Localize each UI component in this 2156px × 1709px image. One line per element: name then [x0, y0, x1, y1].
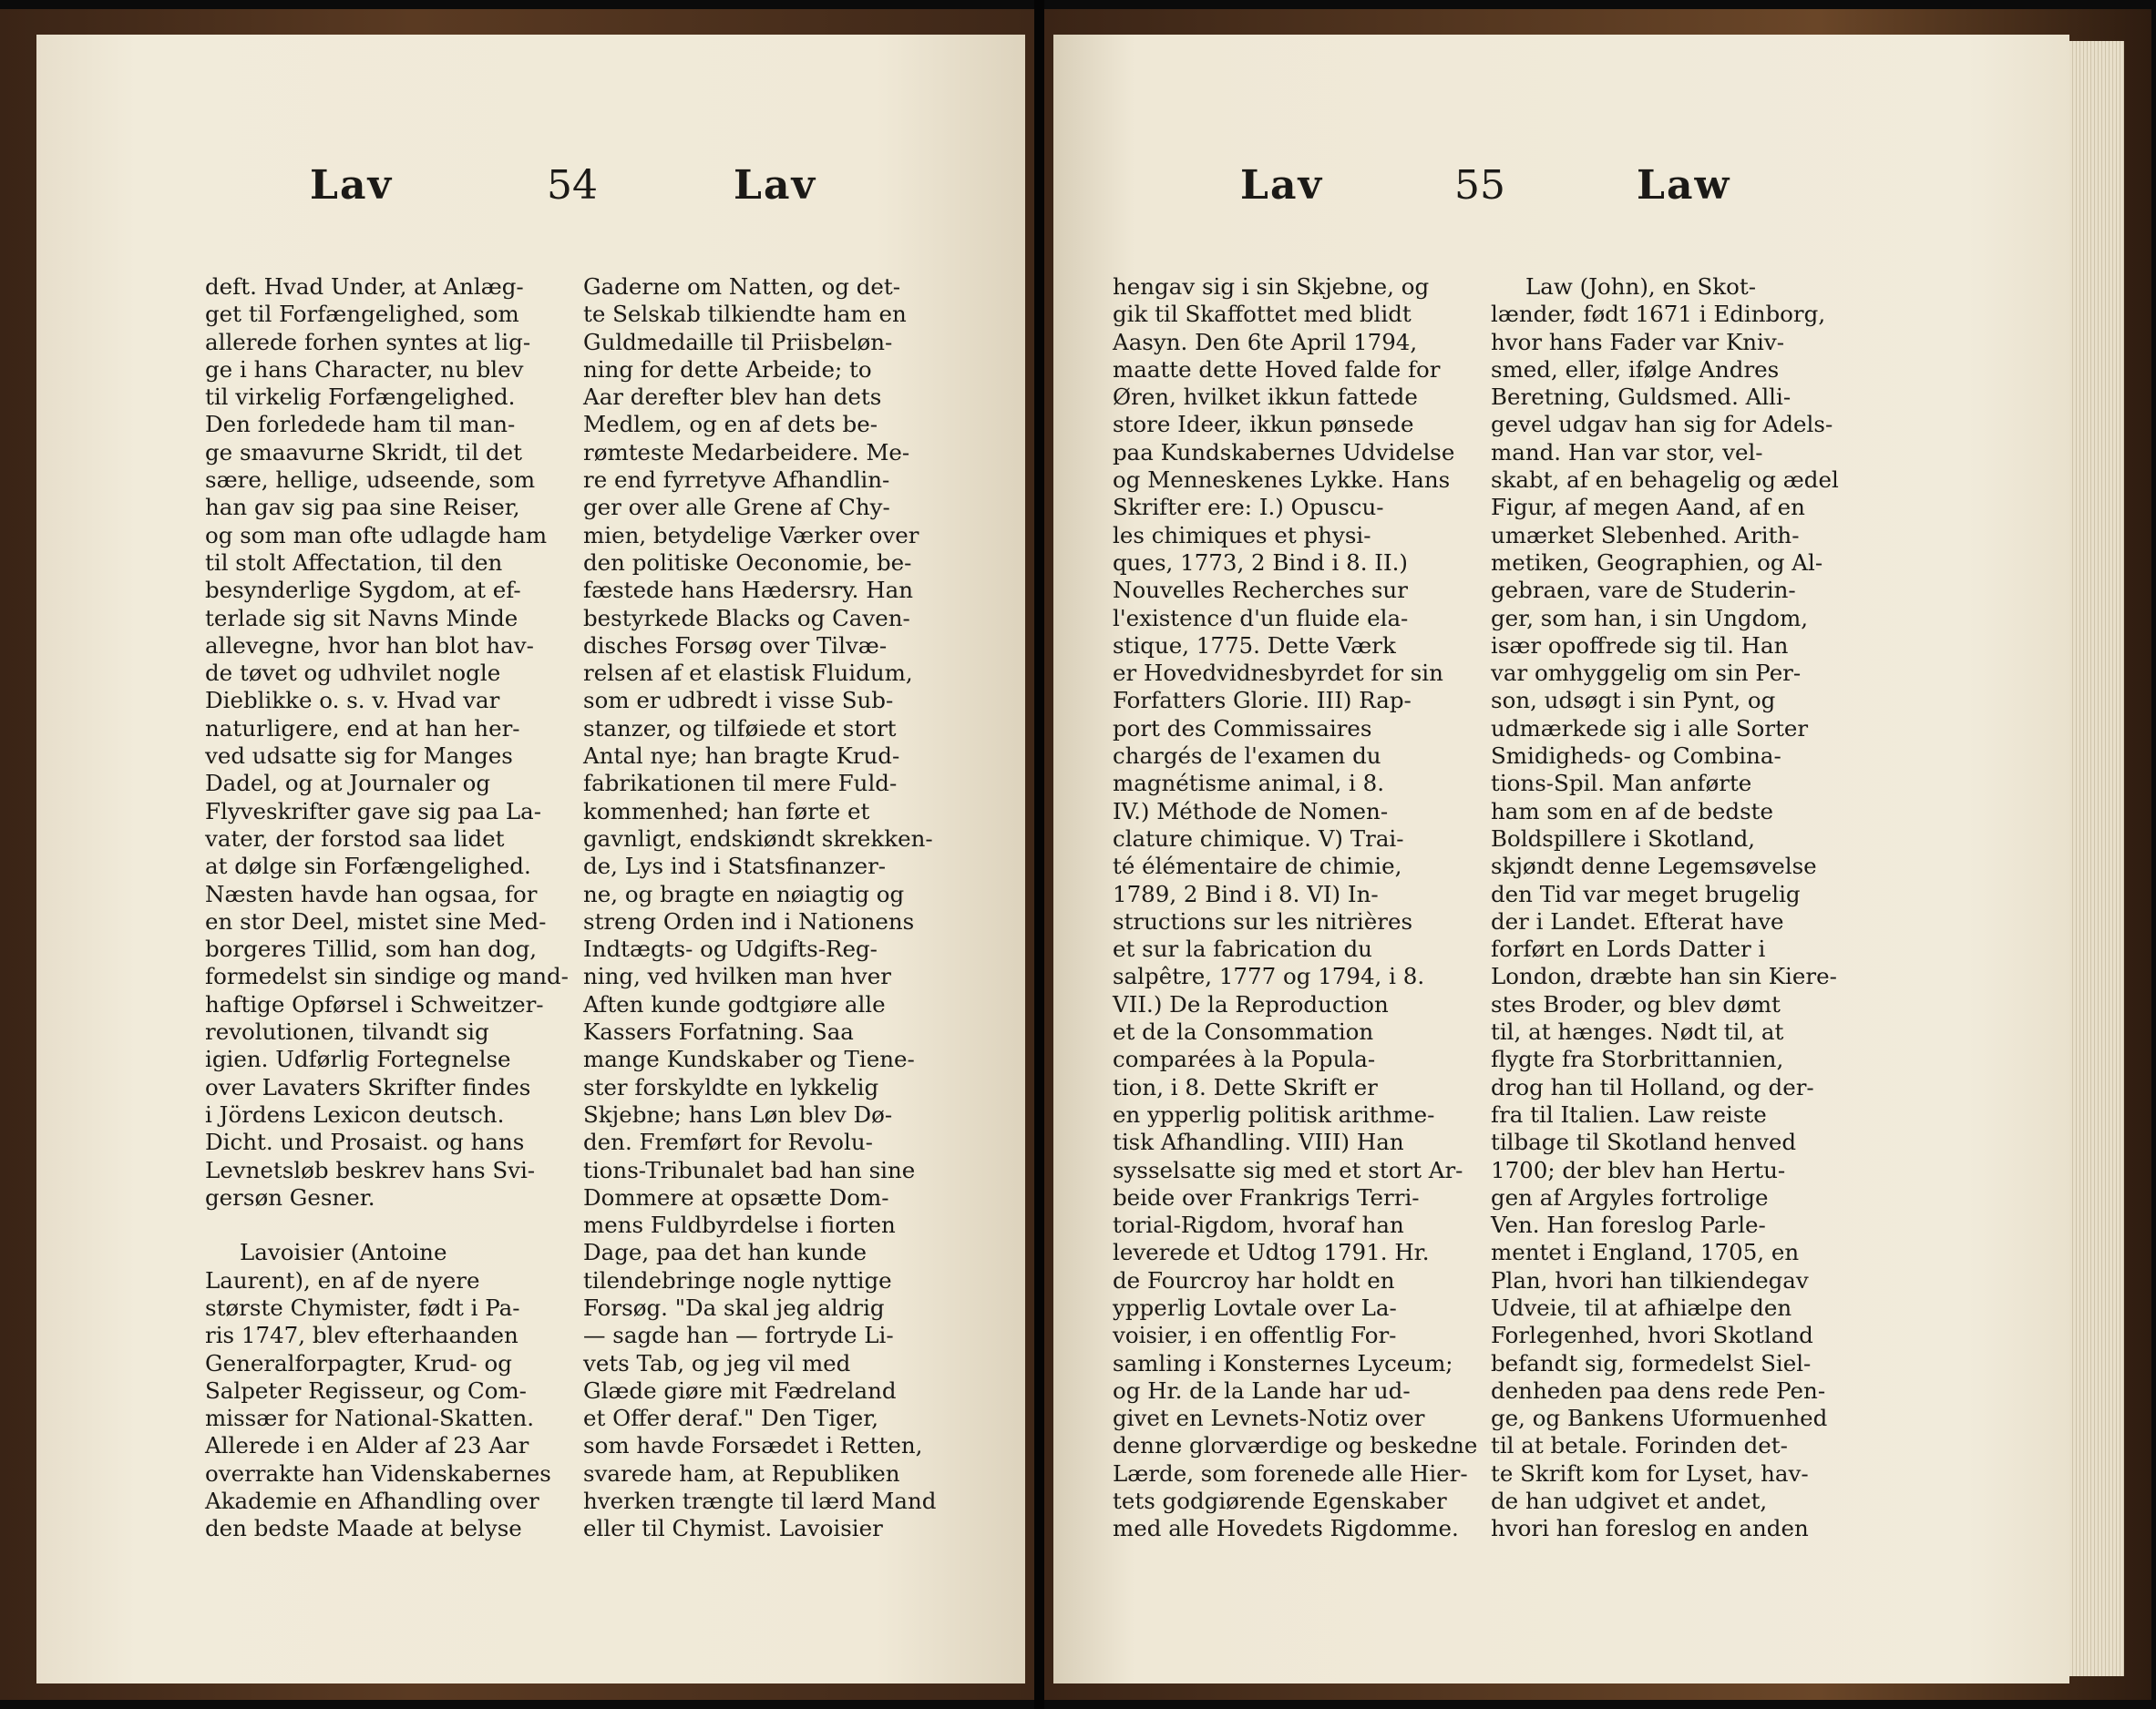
text-line: te Skrift kom for Lyset, hav- — [1491, 1459, 1809, 1487]
text-line: comparées à la Popula- — [1113, 1046, 1376, 1073]
text-line: Flyveskrifter gave sig paa La- — [205, 797, 542, 824]
text-line: han gav sig paa sine Reiser, — [205, 494, 520, 521]
text-line: overrakte han Videnskabernes — [205, 1459, 551, 1487]
text-line: udmærkede sig i alle Sorter — [1491, 714, 1809, 742]
text-line: ger over alle Grene af Chy- — [583, 494, 890, 521]
text-line: Salpeter Regisseur, og Com- — [205, 1376, 527, 1404]
text-line: ge, og Bankens Uformuenhed — [1491, 1405, 1828, 1432]
text-line: Aar derefter blev han dets — [583, 384, 882, 411]
text-line: son, udsøgt i sin Pynt, og — [1491, 687, 1776, 714]
text-line: ved udsatte sig for Manges — [205, 742, 513, 770]
text-line: bestyrkede Blacks og Caven- — [583, 604, 910, 631]
text-column-left — [1113, 273, 1477, 1543]
text-line: paa Kundskabernes Udvidelse — [1113, 438, 1455, 466]
text-line: forført en Lords Datter i — [1491, 936, 1766, 963]
text-line: de tøvet og udhvilet nogle — [205, 660, 501, 687]
text-line: smed, eller, ifølge Andres — [1491, 355, 1780, 383]
running-headword-left: Lav — [1240, 162, 1324, 209]
text-line: samling i Konsternes Lyceum; — [1113, 1349, 1453, 1376]
text-line: voisier, i en offentlig For- — [1113, 1322, 1397, 1349]
text-line: den bedste Maade at belyse — [205, 1515, 522, 1542]
text-line: tilendebringe nogle nyttige — [583, 1266, 892, 1294]
text-line: leverede et Udtog 1791. Hr. — [1113, 1239, 1430, 1266]
text-line: den. Fremført for Revolu- — [583, 1129, 873, 1156]
text-line: vets Tab, og jeg vil med — [583, 1349, 851, 1376]
text-line: Akademie en Afhandling over — [205, 1488, 539, 1515]
text-line: magnétisme animal, i 8. — [1113, 770, 1385, 797]
text-line: 1700; der blev han Hertu- — [1491, 1156, 1786, 1183]
scan-gutter — [1034, 0, 1044, 1709]
text-column-right — [1491, 273, 1839, 1543]
text-line: port des Commissaires — [1113, 714, 1372, 742]
text-line: missær for National-Skatten. — [205, 1405, 535, 1432]
text-line: et sur la fabrication du — [1113, 936, 1372, 963]
text-line: drog han til Holland, og der- — [1491, 1073, 1814, 1100]
page-number: 54 — [547, 162, 598, 209]
text-line: London, dræbte han sin Kiere- — [1491, 963, 1837, 990]
text-line: til virkelig Forfængelighed. — [205, 384, 516, 411]
text-line: tion, i 8. Dette Skrift er — [1113, 1073, 1378, 1100]
text-line: som havde Forsædet i Retten, — [583, 1432, 923, 1459]
text-line: Glæde giøre mit Fædreland — [583, 1376, 897, 1404]
text-line: Udveie, til at afhiælpe den — [1491, 1294, 1792, 1321]
text-line: Forsøg. "Da skal jeg aldrig — [583, 1294, 885, 1321]
text-line: et Offer deraf." Den Tiger, — [583, 1405, 879, 1432]
text-line: Guldmedaille til Priisbeløn- — [583, 328, 893, 355]
text-line: ne, og bragte en nøiagtig og — [583, 880, 905, 907]
text-line: Laurent), en af de nyere — [205, 1266, 480, 1294]
text-line: clature chimique. V) Trai- — [1113, 824, 1404, 852]
text-line: borgeres Tillid, som han dog, — [205, 936, 538, 963]
text-line: Dieblikke o. s. v. Hvad var — [205, 687, 500, 714]
text-line: denheden paa dens rede Pen- — [1491, 1376, 1826, 1404]
text-line: Antal nye; han bragte Krud- — [583, 742, 900, 770]
text-line: der i Landet. Efterat have — [1491, 907, 1784, 935]
text-line: ge smaavurne Skridt, til det — [205, 438, 523, 466]
text-line: Nouvelles Recherches sur — [1113, 577, 1408, 604]
text-line: — sagde han — fortryde Li- — [583, 1322, 894, 1349]
text-line: var omhyggelig om sin Per- — [1491, 660, 1802, 687]
text-line: tions-Spil. Man anførte — [1491, 770, 1752, 797]
text-line: allevegne, hvor han blot hav- — [205, 631, 534, 659]
text-line: relsen af et elastisk Fluidum, — [583, 660, 913, 687]
text-line: som er udbredt i visse Sub- — [583, 687, 894, 714]
text-line: metiken, Geographien, og Al- — [1491, 548, 1823, 576]
text-line: mentet i England, 1705, en — [1491, 1239, 1800, 1266]
text-column-right — [583, 273, 936, 1543]
text-line: Indtægts- og Udgifts-Reg- — [583, 936, 878, 963]
text-line — [205, 1212, 569, 1239]
text-line: Næsten havde han ogsaa, for — [205, 880, 538, 907]
text-line: te Selskab tilkiendte ham en — [583, 301, 907, 328]
text-line: i Jördens Lexicon deutsch. — [205, 1100, 505, 1128]
text-line: befandt sig, formedelst Siel- — [1491, 1349, 1812, 1376]
text-line: Figur, af megen Aand, af en — [1491, 494, 1805, 521]
text-line: gevel udgav han sig for Adels- — [1491, 411, 1833, 438]
text-line: les chimiques et physi- — [1113, 521, 1371, 548]
text-line: deft. Hvad Under, at Anlæg- — [205, 273, 524, 300]
text-line: stique, 1775. Dette Værk — [1113, 631, 1396, 659]
text-line: til, at hænges. Nødt til, at — [1491, 1018, 1784, 1046]
text-line: Plan, hvori han tilkiendegav — [1491, 1266, 1809, 1294]
text-line: gen af Argyles fortrolige — [1491, 1183, 1769, 1211]
text-line: til at betale. Forinden det- — [1491, 1432, 1788, 1459]
text-line: de, Lys ind i Statsfinanzer- — [583, 853, 887, 880]
text-line: beide over Frankrigs Terri- — [1113, 1183, 1420, 1211]
text-line: Smidigheds- og Combina- — [1491, 742, 1781, 770]
text-line: sære, hellige, udseende, som — [205, 466, 536, 494]
text-line: revolutionen, tilvandt sig — [205, 1018, 489, 1046]
text-line: rømteste Medarbeidere. Me- — [583, 438, 910, 466]
text-line: de han udgivet et andet, — [1491, 1488, 1768, 1515]
text-line: mange Kundskaber og Tiene- — [583, 1046, 915, 1073]
text-line: hvori han foreslog en anden — [1491, 1515, 1809, 1542]
text-line: skabt, af en behagelig og ædel — [1491, 466, 1839, 494]
text-line: torial-Rigdom, hvoraf han — [1113, 1212, 1404, 1239]
text-line: mand. Han var stor, vel- — [1491, 438, 1763, 466]
text-line: vater, der forstod saa lidet — [205, 824, 505, 852]
text-line: gik til Skaffottet med blidt — [1113, 301, 1412, 328]
text-line: tions-Tribunalet bad han sine — [583, 1156, 916, 1183]
text-line: ris 1747, blev efterhaanden — [205, 1322, 518, 1349]
text-line: og Hr. de la Lande har ud- — [1113, 1376, 1411, 1404]
text-line: besynderlige Sygdom, at ef- — [205, 577, 521, 604]
text-line: kommenhed; han førte et — [583, 797, 870, 824]
text-line: Kassers Forfatning. Saa — [583, 1018, 854, 1046]
text-line: skjøndt denne Legemsøvelse — [1491, 853, 1817, 880]
text-line: ning for dette Arbeide; to — [583, 355, 872, 383]
text-line: Dadel, og at Journaler og — [205, 770, 491, 797]
text-line: ham som en af de bedste — [1491, 797, 1774, 824]
text-line: Forlegenhed, hvori Skotland — [1491, 1322, 1813, 1349]
text-line: Forfatters Glorie. III) Rap- — [1113, 687, 1412, 714]
text-line: tilbage til Skotland henved — [1491, 1129, 1797, 1156]
text-line: Dommere at opsætte Dom- — [583, 1183, 889, 1211]
text-line: et de la Consommation — [1113, 1018, 1374, 1046]
text-line: en ypperlig politisk arithme- — [1113, 1100, 1435, 1128]
text-line: med alle Hovedets Rigdomme. — [1113, 1515, 1459, 1542]
text-line: over Lavaters Skrifter findes — [205, 1073, 531, 1100]
text-line: Law (John), en Skot- — [1525, 273, 1757, 300]
text-line: naturligere, end at han her- — [205, 714, 520, 742]
text-line: ge i hans Character, nu blev — [205, 355, 524, 383]
text-line: mens Fuldbyrdelse i fiorten — [583, 1212, 896, 1239]
text-line: gavnligt, endskiøndt skrekken- — [583, 824, 933, 852]
text-line: at dølge sin Forfængelighed. — [205, 853, 531, 880]
text-line: Skjebne; hans Løn blev Dø- — [583, 1100, 893, 1128]
right-page — [1053, 35, 2069, 1683]
text-line: gebraen, vare de Studerin- — [1491, 577, 1796, 604]
left-page-header — [36, 162, 1025, 226]
text-line: Medlem, og en af dets be- — [583, 411, 878, 438]
text-line: Dage, paa det han kunde — [583, 1239, 868, 1266]
text-line: Generalforpagter, Krud- og — [205, 1349, 512, 1376]
text-line: maatte dette Hoved falde for — [1113, 355, 1441, 383]
page-edges — [2069, 41, 2124, 1676]
text-line: hverken trængte til lærd Mand — [583, 1488, 937, 1515]
text-line: terlade sig sit Navns Minde — [205, 604, 518, 631]
text-line: té élémentaire de chimie, — [1113, 853, 1402, 880]
right-page-header — [1053, 162, 2069, 226]
text-line: stes Broder, og blev dømt — [1491, 990, 1781, 1018]
text-line: gersøn Gesner. — [205, 1183, 375, 1211]
text-line: fæstede hans Hædersry. Han — [583, 577, 913, 604]
text-line: eller til Chymist. Lavoisier — [583, 1515, 883, 1542]
text-line: Allerede i en Alder af 23 Aar — [205, 1432, 529, 1459]
text-line: re end fyrretyve Afhandlin- — [583, 466, 890, 494]
text-line: Den forledede ham til man- — [205, 411, 516, 438]
text-line: de Fourcroy har holdt en — [1113, 1266, 1395, 1294]
text-line: især opoffrede sig til. Han — [1491, 631, 1789, 659]
text-line: den Tid var meget brugelig — [1491, 880, 1801, 907]
text-line: structions sur les nitrières — [1113, 907, 1413, 935]
text-line: Levnetsløb beskrev hans Svi- — [205, 1156, 536, 1183]
running-headword-right: Law — [1637, 162, 1731, 209]
text-line: chargés de l'examen du — [1113, 742, 1381, 770]
text-line: get til Forfængelighed, som — [205, 301, 519, 328]
text-line: salpêtre, 1777 og 1794, i 8. — [1113, 963, 1425, 990]
text-line: formedelst sin sindige og mand- — [205, 963, 569, 990]
text-line: Skrifter ere: I.) Opuscu- — [1113, 494, 1384, 521]
text-line: er Hovedvidnesbyrdet for sin — [1113, 660, 1443, 687]
text-line: disches Forsøg over Tilvæ- — [583, 631, 888, 659]
text-line: IV.) Méthode de Nomen- — [1113, 797, 1389, 824]
text-line: Aften kunde godtgiøre alle — [583, 990, 886, 1018]
text-line: umærket Slebenhed. Arith- — [1491, 521, 1800, 548]
text-line: Lærde, som forenede alle Hier- — [1113, 1459, 1468, 1487]
running-headword-right: Lav — [734, 162, 817, 209]
text-line: mien, betydelige Værker over — [583, 521, 919, 548]
text-line: hengav sig i sin Skjebne, og — [1113, 273, 1430, 300]
text-line: ques, 1773, 2 Bind i 8. II.) — [1113, 548, 1408, 576]
text-line: Lavoisier (Antoine — [240, 1239, 447, 1266]
text-line: den politiske Oeconomie, be- — [583, 548, 912, 576]
text-line: Gaderne om Natten, og det- — [583, 273, 901, 300]
text-line: allerede forhen syntes at lig- — [205, 328, 531, 355]
text-line: 1789, 2 Bind i 8. VI) In- — [1113, 880, 1379, 907]
text-line: haftige Opførsel i Schweitzer- — [205, 990, 544, 1018]
running-headword-left: Lav — [310, 162, 394, 209]
text-column-left — [205, 273, 569, 1543]
text-line: denne glorværdige og beskedne — [1113, 1432, 1478, 1459]
text-line: ypperlig Lovtale over La- — [1113, 1294, 1397, 1321]
text-line: og Menneskenes Lykke. Hans — [1113, 466, 1451, 494]
text-line: sysselsatte sig med et stort Ar- — [1113, 1156, 1463, 1183]
text-line: Boldspillere i Skotland, — [1491, 824, 1756, 852]
text-line: fabrikationen til mere Fuld- — [583, 770, 898, 797]
text-line: streng Orden ind i Nationens — [583, 907, 915, 935]
text-line: store Ideer, ikkun pønsede — [1113, 411, 1414, 438]
text-line: tets godgiørende Egenskaber — [1113, 1488, 1447, 1515]
text-line: flygte fra Storbrittannien, — [1491, 1046, 1784, 1073]
text-line: svarede ham, at Republiken — [583, 1459, 900, 1487]
text-line: største Chymister, født i Pa- — [205, 1294, 520, 1321]
text-line: lænder, født 1671 i Edinborg, — [1491, 301, 1826, 328]
text-line: og som man ofte udlagde ham — [205, 521, 548, 548]
text-line: til stolt Affectation, til den — [205, 548, 503, 576]
text-line: igien. Udførlig Fortegnelse — [205, 1046, 511, 1073]
text-line: Ven. Han foreslog Parle- — [1491, 1212, 1766, 1239]
text-line: fra til Italien. Law reiste — [1491, 1100, 1767, 1128]
text-line: stanzer, og tilføiede et stort — [583, 714, 897, 742]
text-line: hvor hans Fader var Kniv- — [1491, 328, 1785, 355]
text-line: tisk Afhandling. VIII) Han — [1113, 1129, 1404, 1156]
text-line: Øren, hvilket ikkun fattede — [1113, 384, 1418, 411]
text-line: Beretning, Guldsmed. Alli- — [1491, 384, 1792, 411]
text-line: Dicht. und Prosaist. og hans — [205, 1129, 525, 1156]
left-page — [36, 35, 1025, 1683]
page-number: 55 — [1454, 162, 1505, 209]
text-line: ster forskyldte en lykkelig — [583, 1073, 879, 1100]
text-line: Aasyn. Den 6te April 1794, — [1113, 328, 1418, 355]
text-line: VII.) De la Reproduction — [1113, 990, 1389, 1018]
text-line: ger, som han, i sin Ungdom, — [1491, 604, 1809, 631]
text-line: l'existence d'un fluide ela- — [1113, 604, 1409, 631]
text-line: givet en Levnets-Notiz over — [1113, 1405, 1425, 1432]
text-line: en stor Deel, mistet sine Med- — [205, 907, 547, 935]
text-line: ning, ved hvilken man hver — [583, 963, 891, 990]
